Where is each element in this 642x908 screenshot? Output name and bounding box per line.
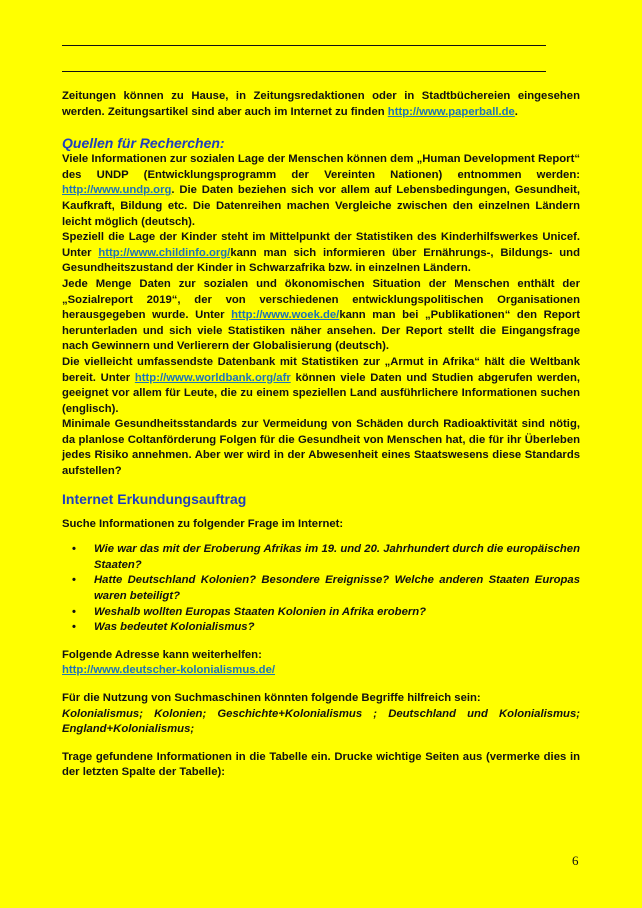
weltbank-text-b: können viele Daten und Studien abgerufen werden, geeignet vor allem für Leute, die zu einem speziellen Land ausführlichere Informationen suchen (englisch). bbox=[62, 371, 580, 415]
unicef-text-b: kann man sich informieren über Ernährungs-, Bildungs- und Gesundheitszustand der Kinder in Schwarzafrika bzw. in einzelnen Ländern. bbox=[62, 246, 580, 275]
table-instruction: Trage gefundene Informationen in die Tabelle ein. Drucke wichtige Seiten aus (vermerke dies in der letzten Spalte der Tabelle): bbox=[62, 750, 580, 779]
question-list bbox=[62, 542, 580, 636]
unicef-paragraph bbox=[62, 230, 580, 277]
question-text: Weshalb wollten Europas Staaten Kolonien in Afrika erobern? bbox=[94, 605, 427, 618]
undp-text-b: . Die Daten beziehen sich vor allem auf Lebensbedingungen, Gesundheit, Kaufkraft, Bildung etc. Die Datenreihen machen Vergleiche zwischen den einzelnen Ländern leicht möglich (deutsch). bbox=[62, 184, 580, 228]
intro-text: Zeitungen können zu Hause, in Zeitungsredaktionen oder in Stadtbüchereien eingesehen werden. Zeitungsartikel sind aber auch im Internet zu finden bbox=[62, 90, 580, 118]
search-terms: Kolonialismus; Kolonien; Geschichte+Kolonialismus ; Deutschland und Kolonialismus; England+Kolonialismus; bbox=[62, 707, 580, 736]
quellen-heading: Quellen für Recherchen: bbox=[62, 135, 225, 152]
question-text: Was bedeutet Kolonialismus? bbox=[94, 621, 255, 634]
list-item bbox=[72, 542, 580, 573]
bullet-icon: • bbox=[72, 621, 76, 634]
auftrag-prompt: Suche Informationen zu folgender Frage im Internet: bbox=[62, 517, 344, 530]
childinfo-link[interactable]: http://www.childinfo.org/ bbox=[98, 246, 231, 259]
list-item bbox=[72, 620, 580, 636]
bullet-icon: • bbox=[72, 574, 76, 587]
undp-link[interactable]: http://www.undp.org bbox=[62, 184, 172, 197]
sozialreport-text-b: kann man bei „Publikationen“ den Report herunterladen und sich viele Statistiken näher ansehen. Der Report stellt die Eingangsfrage nach Gewinnern und Verlierern der Globalisierung (deutsch). bbox=[62, 309, 580, 353]
unicef-text-a: Speziell die Lage der Kinder steht im Mittelpunkt der Statistiken des Kinderhilfswerkes Unicef. Unter bbox=[62, 231, 580, 259]
sozialreport-paragraph bbox=[62, 277, 580, 355]
sozialreport-text-a: Jede Menge Daten zur sozialen und ökonomischen Situation der Menschen enthält der „Sozialreport 2019“, der von verschiedenen entwicklungspolitischen Organisationen herausgegeben wurde. Unter bbox=[62, 277, 580, 322]
search-label: Für die Nutzung von Suchmaschinen könnten folgende Begriffe hilfreich sein: bbox=[62, 692, 481, 704]
question-text: Wie war das mit der Eroberung Afrikas im 19. und 20. Jahrhundert durch die europäischen Staaten? bbox=[94, 543, 580, 571]
help-link-line bbox=[62, 663, 580, 679]
page-content bbox=[62, 89, 580, 781]
bullet-icon: • bbox=[72, 543, 76, 556]
page-number: 6 bbox=[572, 853, 579, 868]
intro-paragraph bbox=[62, 89, 580, 120]
question-text: Hatte Deutschland Kolonien? Besondere Ereignisse? Welche anderen Staaten Europas waren beteiligt? bbox=[94, 574, 580, 603]
list-item bbox=[72, 605, 580, 621]
intro-end: . bbox=[514, 105, 518, 118]
answer-line-1 bbox=[62, 45, 546, 46]
kolonialismus-link[interactable]: http://www.deutscher-kolonialismus.de/ bbox=[62, 664, 275, 677]
weltbank-paragraph bbox=[62, 355, 580, 417]
gesundheit-paragraph: Minimale Gesundheitsstandards zur Vermeidung von Schäden durch Radioaktivität sind nötig, da planlose Coltanförderung Folgen für die Gesundheit von Menschen hat, die für ihr Überleben jedes Risiko annehmen. Aber wer wird in der Abwesenheit eines Staatswesens diese Standards aufstellen? bbox=[62, 418, 580, 478]
worldbank-link[interactable]: http://www.worldbank.org/afr bbox=[134, 371, 291, 384]
weltbank-text-a: Die vielleicht umfassendste Datenbank mit Statistiken zur „Armut in Afrika“ hält die Weltbank bereit. Unter bbox=[62, 355, 580, 384]
bullet-icon: • bbox=[72, 605, 76, 618]
undp-text-a: Viele Informationen zur sozialen Lage der Menschen können dem „Human Development Report“ des UNDP (Entwicklungsprogramm der Vereinten Nationen) entnommen werden: bbox=[62, 153, 580, 181]
list-item bbox=[72, 573, 580, 604]
undp-paragraph bbox=[62, 152, 580, 230]
help-label: Folgende Adresse kann weiterhelfen: bbox=[62, 648, 262, 661]
auftrag-heading: Internet Erkundungsauftrag bbox=[62, 490, 247, 507]
woek-link[interactable]: http://www.woek.de/ bbox=[231, 309, 340, 322]
paperball-link[interactable]: http://www.paperball.de bbox=[387, 105, 515, 118]
answer-line-2 bbox=[62, 71, 546, 72]
